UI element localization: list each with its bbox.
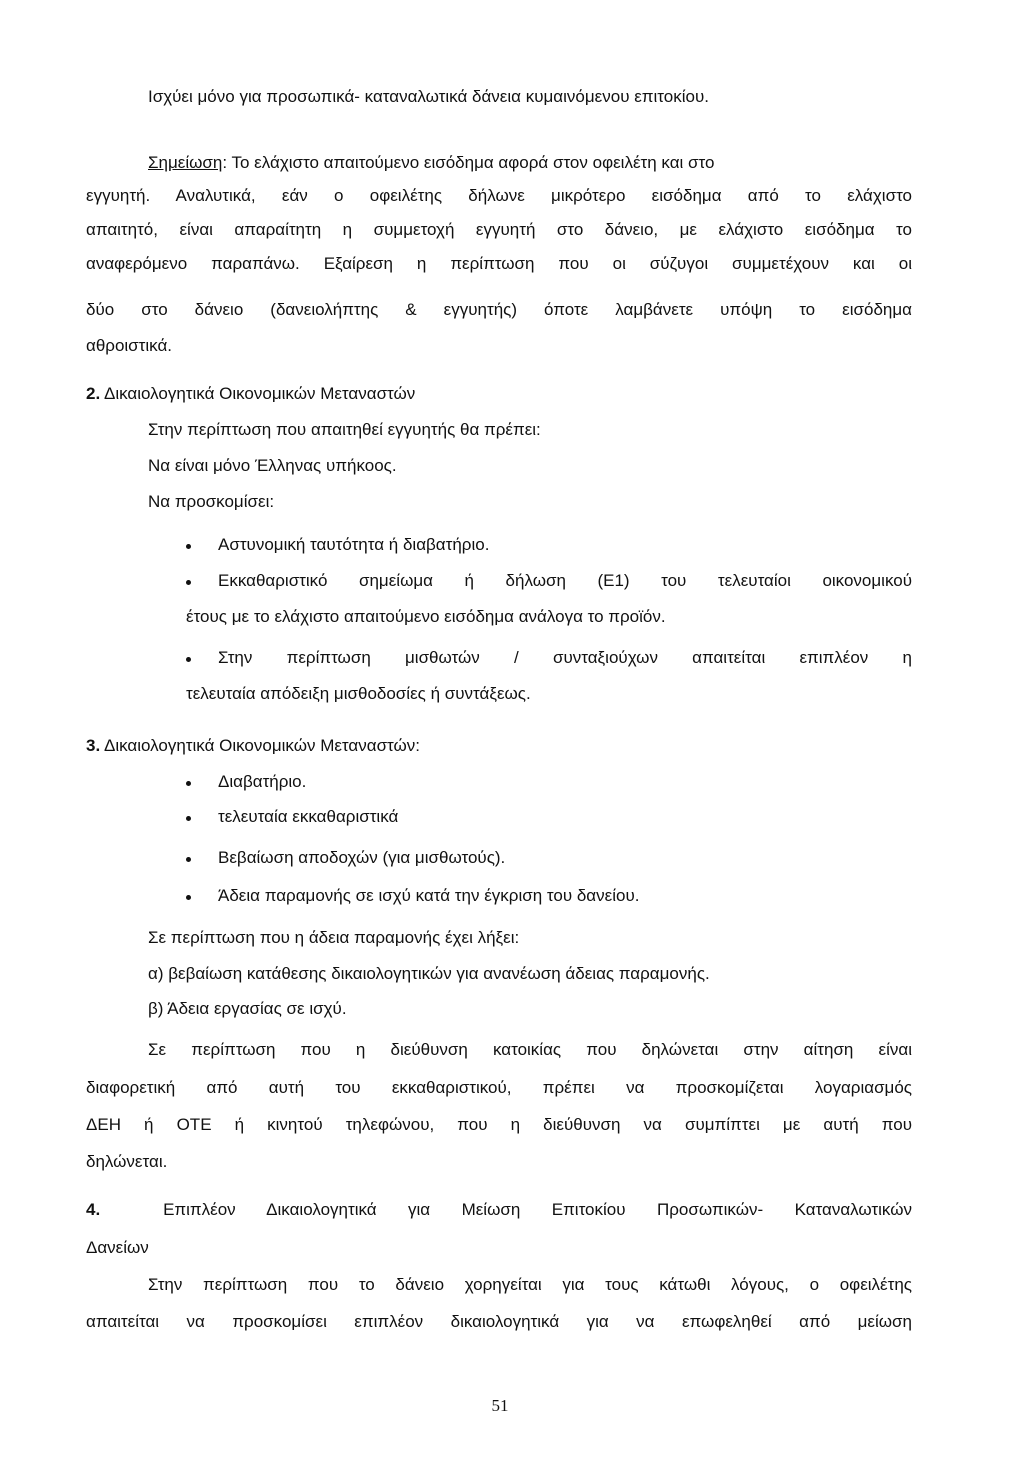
- section-heading: [86, 735, 420, 757]
- intro-line: Ισχύει μόνο για προσωπικά- καταναλωτικά δάνεια κυμαινόμενου επιτοκίου.: [148, 87, 709, 106]
- note-text: : Το ελάχιστο απαιτούμενο εισόδημα αφορά στον οφειλέτη και στο: [222, 153, 715, 172]
- section-number: 3.: [86, 736, 101, 755]
- list-item: Εκκαθαριστικό σημείωμα ή δήλωση (Ε1) του τελευταίοι οικονομικού: [218, 571, 912, 590]
- bullet-icon: [186, 580, 191, 585]
- section-title: Επιπλέον Δικαιολογητικά για Μείωση Επιτοκίου Προσωπικών- Καταναλωτικών: [163, 1200, 912, 1219]
- section-text: α) βεβαίωση κατάθεσης δικαιολογητικών για ανανέωση άδειας παραμονής.: [148, 964, 710, 983]
- section-heading: [86, 1199, 912, 1221]
- list-item: Αστυνομική ταυτότητα ή διαβατήριο.: [218, 535, 490, 554]
- section-title: Δανείων: [86, 1238, 149, 1257]
- section-title: Δικαιολογητικά Οικονομικών Μεταναστών:: [103, 736, 421, 755]
- note-label: Σημείωση: [148, 153, 223, 172]
- paragraph-line: Στην περίπτωση που το δάνειο χορηγείται για τους κάτωθι λόγους, ο οφειλέτης: [148, 1275, 912, 1294]
- bullet-icon: [186, 544, 191, 549]
- bullet-icon: [186, 895, 191, 900]
- paragraph-line: απαιτείται να προσκομίσει επιπλέον δικαιολογητικά για να επωφεληθεί από μείωση: [86, 1312, 912, 1331]
- list-item: Βεβαίωση αποδοχών (για μισθωτούς).: [218, 848, 506, 867]
- list-item: τελευταία εκκαθαριστικά: [218, 807, 399, 826]
- list-item: Στην περίπτωση μισθωτών / συνταξιούχων απαιτείται επιπλέον η: [218, 648, 912, 667]
- section-text: Να προσκομίσει:: [148, 492, 275, 511]
- list-item: τελευταία απόδειξη μισθοδοσίες ή συντάξεως.: [186, 684, 531, 703]
- page-number: 51: [491, 1396, 509, 1415]
- note-line: εγγυητή. Αναλυτικά, εάν ο οφειλέτης δήλωνε μικρότερο εισόδημα από το ελάχιστο: [86, 186, 912, 205]
- section-title: Δικαιολογητικά Οικονομικών Μεταναστών: [103, 384, 416, 403]
- list-item: έτους με το ελάχιστο απαιτούμενο εισόδημα ανάλογα το προϊόν.: [186, 607, 666, 626]
- section-text: β) Άδεια εργασίας σε ισχύ.: [148, 999, 347, 1018]
- note-line: αθροιστικά.: [86, 336, 173, 355]
- bullet-icon: [186, 857, 191, 862]
- note-line: απαιτητό, είναι απαραίτητη η συμμετοχή εγγυητή στο δάνειο, με ελάχιστο εισόδημα το: [86, 220, 912, 239]
- section-text: Να είναι μόνο Έλληνας υπήκοος.: [148, 456, 397, 475]
- section-number: 4.: [86, 1200, 101, 1219]
- paragraph-line: ΔΕΗ ή ΟΤΕ ή κινητού τηλεφώνου, που η διεύθυνση να συμπίπτει με αυτή που: [86, 1115, 912, 1134]
- paragraph-line: δηλώνεται.: [86, 1152, 168, 1171]
- bullet-icon: [186, 781, 191, 786]
- list-item: Άδεια παραμονής σε ισχύ κατά την έγκριση του δανείου.: [218, 886, 640, 905]
- section-number: 2.: [86, 384, 101, 403]
- section-heading: [86, 383, 415, 405]
- note-line: δύο στο δάνειο (δανειολήπτης & εγγυητής) όποτε λαμβάνετε υπόψη το εισόδημα: [86, 300, 912, 319]
- list-item: Διαβατήριο.: [218, 772, 307, 791]
- section-text: Σε περίπτωση που η άδεια παραμονής έχει λήξει:: [148, 928, 520, 947]
- section-text: Στην περίπτωση που απαιτηθεί εγγυητής θα πρέπει:: [148, 420, 541, 439]
- paragraph-line: Σε περίπτωση που η διεύθυνση κατοικίας που δηλώνεται στην αίτηση είναι: [148, 1040, 912, 1059]
- note-line: αναφερόμενο παραπάνω. Εξαίρεση η περίπτωση που οι σύζυγοι συμμετέχουν και οι: [86, 254, 912, 273]
- bullet-icon: [186, 816, 191, 821]
- note-line: [148, 152, 714, 174]
- bullet-icon: [186, 657, 191, 662]
- paragraph-line: διαφορετική από αυτή του εκκαθαριστικού, πρέπει να προσκομίζεται λογαριασμός: [86, 1078, 912, 1097]
